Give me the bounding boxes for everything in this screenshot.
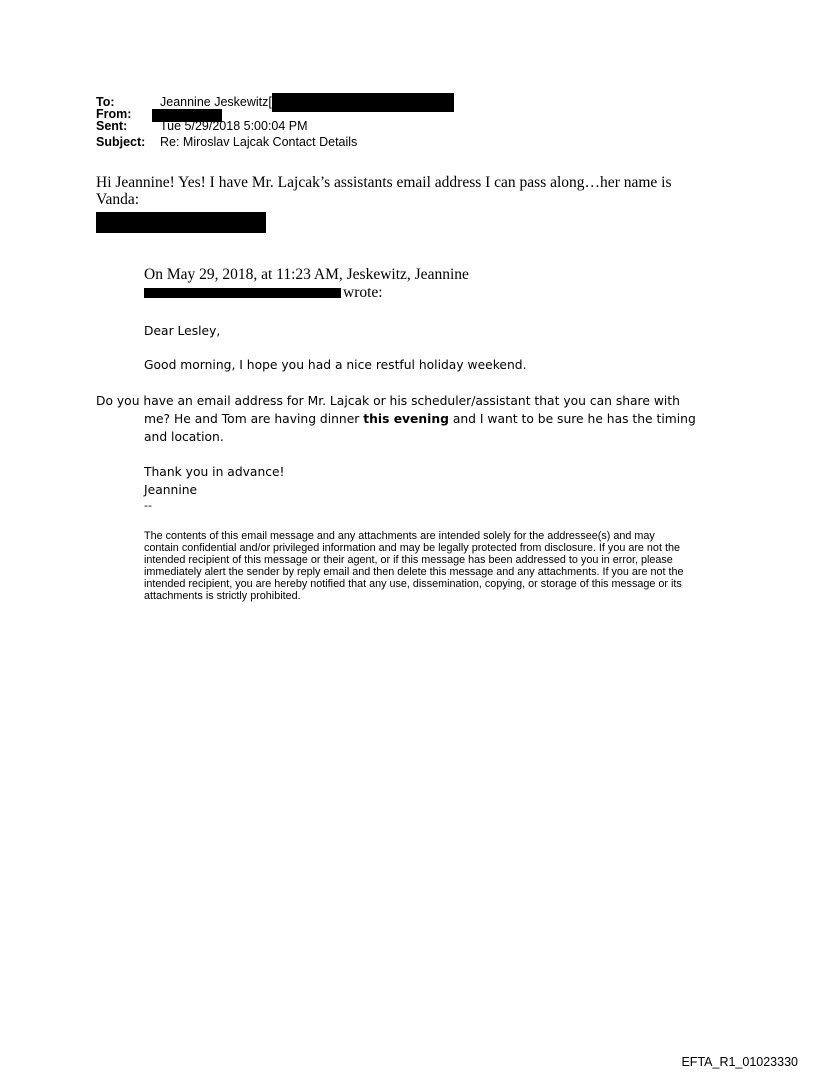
question-text-b: and I want to be sure he has the timing xyxy=(448,412,696,426)
from-label: From: xyxy=(96,107,132,121)
sender-email-redaction xyxy=(144,288,341,298)
legal-disclaimer: The contents of this email message and any attachments are intended solely for the addressee(s) and may contain confidential and/or privileged information and may be legally protected from disclosure. If you are not the intended recipient of this message or their agent, or if this message has been addressed to you in error, please immediately alert the sender by reply email and then delete this message and any attachments. If you are not the intended recipient, you are hereby notified that any use, dissemination, copying, or storage of this message or its attachments is strictly prohibited. xyxy=(144,530,684,602)
attribution-wrote: wrote: xyxy=(343,284,383,301)
to-email-redaction xyxy=(272,93,454,112)
sent-value: Tue 5/29/2018 5:00:04 PM xyxy=(160,119,308,133)
vanda-email-redaction xyxy=(96,212,266,233)
subject-value: Re: Miroslav Lajcak Contact Details xyxy=(160,135,358,149)
quoted-thanks: Thank you in advance! xyxy=(144,465,285,479)
quoted-signature: Jeannine xyxy=(144,483,198,497)
signature-separator: -- xyxy=(144,499,152,512)
to-label: To: xyxy=(96,95,115,109)
quoted-question-line-1: Do you have an email address for Mr. Lajcak or his scheduler/assistant that you can share with xyxy=(96,394,680,408)
reply-body: Hi Jeannine! Yes! I have Mr. Lajcak’s assistants email address I can pass along…her name is Vanda: xyxy=(96,174,672,208)
quoted-question-line-3: and location. xyxy=(144,430,224,444)
attribution-wrote-line xyxy=(144,284,469,302)
quoted-question-line-2 xyxy=(144,410,696,428)
document-id: EFTA_R1_01023330 xyxy=(681,1055,798,1069)
sent-label: Sent: xyxy=(96,119,128,133)
quoted-greeting: Dear Lesley, xyxy=(144,324,221,338)
question-bold-text: this evening xyxy=(363,412,449,426)
quoted-morning-line: Good morning, I hope you had a nice restful holiday weekend. xyxy=(144,358,527,372)
question-text-a: me? He and Tom are having dinner xyxy=(144,412,364,426)
to-name: Jeannine Jeskewitz[ xyxy=(160,95,272,109)
attribution-line: On May 29, 2018, at 11:23 AM, Jeskewitz, Jeannine xyxy=(144,266,469,283)
subject-label: Subject: xyxy=(96,135,146,149)
quoted-attribution xyxy=(144,266,469,302)
